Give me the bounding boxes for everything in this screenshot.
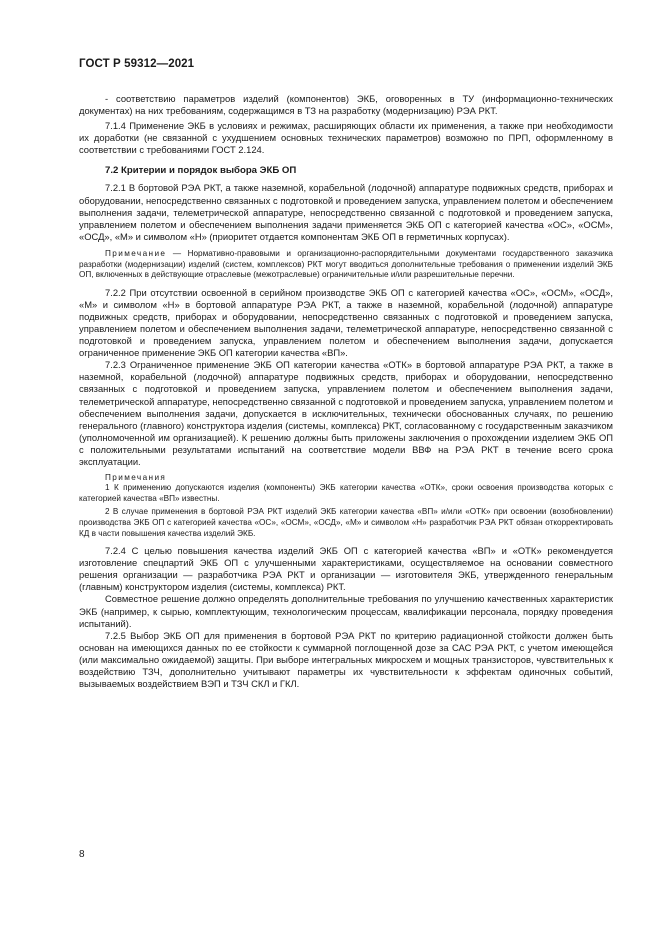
paragraph-7-2-2: 7.2.2 При отсутствии освоенной в серийном производстве ЭКБ ОП с категорией качества «ОС», «ОСМ», «ОСД», «М» и символом «Н» в бортовой аппаратуре РЭА РКТ, а также в наземной, корабельной (лодочной) аппаратуре подвижных средств, приборах и оборудовании, непосредственно связанных с подготовкой и проведением запуска, управлением полетом и обеспечением выполнения задачи, телеметрической аппаратуре, непосредственно связанной с подготовкой и проведением запуска, управлением полетом и обеспечением выполнения задачи, допускается ограниченное применение ЭКБ ОП категории качества «ВП». <box>79 286 613 359</box>
paragraph-7-2-4: 7.2.4 С целью повышения качества изделий ЭКБ ОП с категорией качества «ВП» и «ОТК» рекомендуется изготовление спецпартий ЭКБ ОП с улучшенными характеристиками, осуществляемое на основании совместного решения организации — разработчика РЭА РКТ и организации — изготовителя ЭКБ, утвержденного генеральным (главным) конструктором изделия (системы, комплекса) РКТ. <box>79 545 613 593</box>
section-title-7-2: 7.2 Критерии и порядок выбора ЭКБ ОП <box>105 165 297 177</box>
paragraph-7-1-4: 7.1.4 Применение ЭКБ в условиях и режимах, расширяющих области их применения, а также при необходимости их доработки (не связанной с ухудшением основных технических параметров) возможно по ПРП, оформленному в соответствии с требованиями ГОСТ 2.124. <box>79 120 613 156</box>
note-1 <box>79 249 613 281</box>
paragraph-7-2-3: 7.2.3 Ограниченное применение ЭКБ ОП категории качества «ОТК» в бортовой аппаратуре РЭА РКТ, а также в наземной, корабельной (лодочной) аппаратуре подвижных средств, приборах и оборудовании, непосредственно связанных с подготовкой и проведением запуска, управлением полетом и обеспечением выполнения задачи, телеметрической аппаратуре, непосредственно связанной с подготовкой и проведением запуска, управлением полетом и обеспечением выполнения задачи, допускается в исключительных, технически обоснованных случаях, по решению генерального (главного) конструктора изделия (системы, комплекса) РКТ, согласованному с государственным заказчиком (уполномоченной им организацией). К решению должны быть приложены заключения о прохождении изделием ЭКБ ОП с положительными результатами испытаний на соответствие модели ВВФ на РЭА РКТ в течение всего срока эксплуатации. <box>79 359 613 468</box>
note-text: — Нормативно-правовыми и организационно-распорядительными документами государственного заказчика разработки (модернизации) изделий (систем, комплексов) РКТ могут вводиться дополнительные требования о применении изделий ЭКБ ОП, включенных в действующие отраслевые (межотраслевые) ограничительные и/или разрешительные перечни. <box>79 248 613 280</box>
note-label: Примечание <box>105 248 167 258</box>
notes-list <box>79 483 613 539</box>
paragraph-7-2-5: 7.2.5 Выбор ЭКБ ОП для применения в бортовой РЭА РКТ по критерию радиационной стойкости должен быть основан на имеющихся данных по ее стойкости к суммарной поглощенной дозе за САС РЭА РКТ, с учетом имеющейся (или максимально ожидаемой) защиты. При выборе интегральных микросхем и мощных транзисторов, чувствительных к воздействию ТЗЧ, дополнительно учитывают параметры их чувствительности к эффектам одиночных событий, вызываемых воздействием ВЭП и ТЗЧ СКЛ и ГКЛ. <box>79 629 613 690</box>
paragraph-joint-decision: Совместное решение должно определять дополнительные требования по улучшению качественных характеристик ЭКБ (например, к сырью, комплектующим, технологическим процессам, квалификации персонала, порядку проведения испытаний). <box>79 593 613 629</box>
paragraph-compliance-item: - соответствию параметров изделий (компонентов) ЭКБ, оговоренных в ТУ (информационно-технических документах) на них требованиям, содержащимся в ТЗ на разработку (модернизацию) РЭА РКТ. <box>79 93 613 117</box>
note-item-1: 1 К применению допускаются изделия (компоненты) ЭКБ категории качества «ОТК», сроки освоения производства которых с категорией качества «ВП» известны. <box>79 483 613 503</box>
notes-label: Примечания <box>105 473 167 483</box>
paragraph-7-2-1: 7.2.1 В бортовой РЭА РКТ, а также наземной, корабельной (лодочной) аппаратуре подвижных средств, приборах и оборудовании, непосредственно связанных с подготовкой и проведением запуска, управлением полетом и обеспечением выполнения задачи, телеметрической аппаратуре, непосредственно связанной с подготовкой и проведением запуска, управлением полетом и обеспечением выполнения задачи применяется ЭКБ ОП с категорией качества «ОС», «ОСМ», «ОСД», «М» и символом «Н» (приоритет отдается компонентам ЭКБ ОП в герметичных корпусах). <box>79 182 613 242</box>
page-content <box>79 93 613 690</box>
page-number: 8 <box>79 849 85 860</box>
note-item-2: 2 В случае применения в бортовой РЭА РКТ изделий ЭКБ категории качества «ВП» и/или «ОТК» при освоении (возобновлении) производства ЭКБ ОП с категорией качества «ОС», «ОСМ», «ОСД», «М» и символом «Н» разработчик РЭА РКТ обязан откорректировать КД в части повышения качества изделий ЭКБ. <box>79 507 613 538</box>
document-header: ГОСТ Р 59312—2021 <box>79 58 195 70</box>
